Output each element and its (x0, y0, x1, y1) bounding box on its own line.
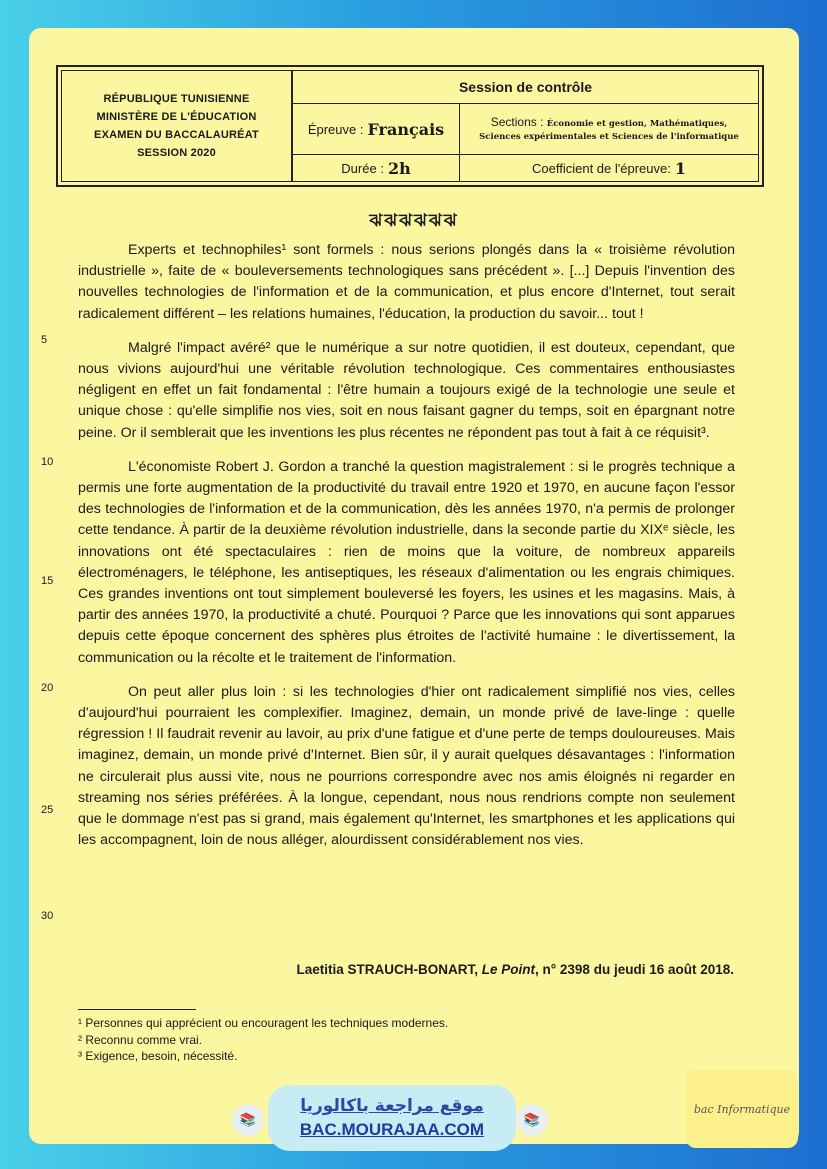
session-type: Session de contrôle (293, 71, 758, 104)
sections-line1: Économie et gestion, Mathématiques, (546, 118, 728, 129)
line-number: 30 (41, 910, 54, 922)
publication: Le Point (481, 962, 536, 977)
ministry-label: MINISTÈRE DE L'ÉDUCATION (96, 111, 257, 123)
footnote-2: ² Reconnu comme vrai. (78, 1032, 203, 1047)
article-text (78, 240, 735, 864)
paragraph-3: L'économiste Robert J. Gordon a tranché la question magistralement : si le progrès technique a permis une forte augmentation de la productivité du travail entre 1920 et 1970, en aucune façon l'essor des technologies de l'information et de la communication, dès les années 1970, n'a permis de prolonger cette tendance. À partir de la deuxième révolution industrielle, dans la seconde partie du XIXᵉ siècle, les innovations ont été spectaculaires : rien de moins que la voiture, de nombreux appareils électroménagers, le téléphone, les antiseptiques, les réseaux d'alimentation ou les engrais chimiques. Ces grandes inventions ont tout simplement bouleversé les foyers, les usines et les magasins. Mais, à partir des années 1970, la productivité a chuté. Pourquoi ? Parce que les innovations qui sont apparues depuis cette époque concernent des sphères plus étroites de l'activité humaine : le divertissement, la communication ou la récolte et le traitement de l'information. (78, 458, 735, 666)
line-number: 10 (41, 456, 54, 468)
subject-label: Épreuve : (307, 121, 364, 137)
watermark-banner[interactable] (268, 1085, 516, 1151)
author: Laetitia STRAUCH-BONART, (296, 962, 478, 977)
watermark-arabic: موقع مراجعة باكالوريا (300, 1096, 484, 1116)
coefficient-label: Coefficient de l'épreuve: (532, 160, 671, 176)
subject-cell (293, 104, 460, 155)
sections-label: Sections : (490, 114, 544, 129)
sections-line2: Sciences expérimentales et Sciences de l'informatique (479, 131, 739, 142)
duration-value: 2h (387, 158, 411, 178)
exam-page (29, 28, 799, 1144)
session-year-label: SESSION 2020 (137, 147, 216, 159)
site-logo-icon: 📚 (232, 1104, 264, 1136)
country-label: RÉPUBLIQUE TUNISIENNE (103, 93, 250, 105)
line-number: 20 (41, 682, 54, 694)
ornament-divider: ঝঝঝঝঝঝ (369, 211, 459, 230)
bac-informatique-badge: bac Informatique (686, 1070, 798, 1148)
coefficient-cell (460, 155, 758, 181)
exam-label: EXAMEN DU BACCALAURÉAT (94, 129, 259, 141)
line-number: 15 (41, 575, 54, 587)
line-number: 25 (41, 804, 54, 816)
duration-label: Durée : (341, 160, 384, 176)
header-table (56, 65, 764, 187)
footnote-divider (78, 1009, 196, 1010)
footnotes (78, 1015, 448, 1065)
institution-block (62, 71, 293, 181)
subject-value: Français (367, 119, 445, 139)
paragraph-1: Experts et technophiles¹ sont formels : nous serions plongés dans la « troisième révolution industrielle », faite de « bouleversements technologiques sans précédent ». [...] Depuis l'invention des nouvelles technologies de l'information et de la communication, et plus encore d'Internet, tout serait radicalement différent – les relations humaines, l'éducation, la production du savoir... tout ! (78, 242, 735, 322)
paragraph-4: On peut aller plus loin : si les technologies d'hier ont radicalement simplifié nos vies, celles d'aujourd'hui pourraient les complexifier. Imaginez, demain, un monde privé de lave-linge : quelle régression ! Il faudrait revenir au lavoir, au prix d'une fatigue et d'une perte de temps douloureuses. Mais imaginez, demain, un monde privé d'Internet. Bien sûr, il y aurait quelques désavantages : l'information ne circulerait plus aussi vite, nous ne pourrions correspondre avec nos amis éloignés ni regarder en streaming nos séries préférées. À la longue, cependant, nous nous rendrions compte non seulement que le dommage n'est pas si grand, mais également qu'Internet, les smartphones et les applications qui les accompagnent, loin de nous alléger, alourdissent considérablement nos vies. (78, 683, 735, 849)
line-number: 5 (41, 334, 48, 346)
watermark-site-link[interactable]: BAC.MOURAJAA.COM (299, 1120, 485, 1139)
paragraph-2: Malgré l'impact avéré² que le numérique a sur notre quotidien, il est douteux, cependant, que nous vivions aujourd'hui une véritable révolution technologique. Ces commentaires enthousiastes négligent en effet un fait fondamental : l'être humain a toujours exigé de la technologie une seule et unique chose : qu'elle simplifie nos vies, soit en nous faisant gagner du temps, soit en épargnant notre peine. Or il semblerait que les inventions les plus récentes ne répondent pas tout à fait à ce réquisit³. (78, 339, 735, 441)
footnote-1: ¹ Personnes qui apprécient ou encouragent les techniques modernes. (78, 1016, 449, 1030)
coefficient-value: 1 (674, 158, 686, 178)
source-citation (296, 962, 734, 977)
duration-cell (293, 155, 460, 181)
sections-cell (460, 104, 758, 155)
site-logo-icon: 📚 (516, 1104, 548, 1136)
publication-details: , n° 2398 du jeudi 16 août 2018. (535, 962, 734, 977)
footnote-3: ³ Exigence, besoin, nécessité. (78, 1049, 238, 1063)
